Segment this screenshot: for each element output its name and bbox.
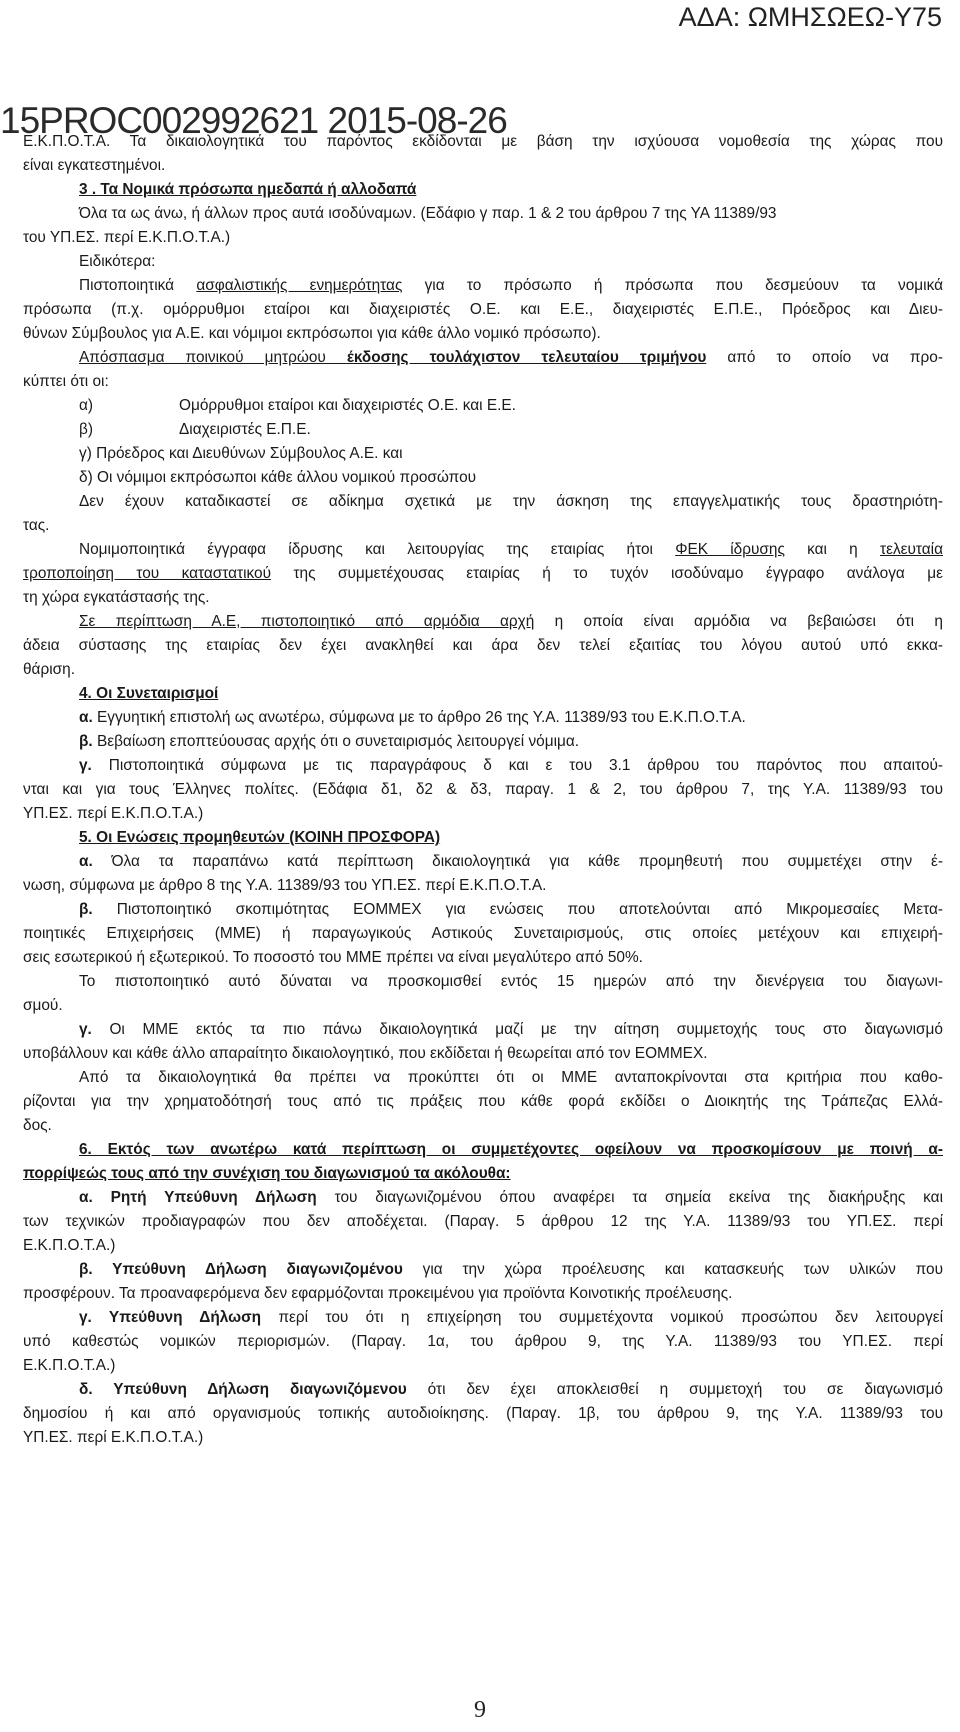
text-line: β. Υπεύθυνη Δήλωση διαγωνιζομένου για την χώρα προέλευσης και κατασκευής των υλικών που: [79, 1261, 943, 1278]
ada-code: ΑΔΑ: ΩΜΗΣΩΕΩ-Υ75: [678, 2, 942, 32]
text-line: δος.: [23, 1117, 52, 1134]
text-line: σεις εσωτερικού ή εξωτερικού. Το ποσοστό του ΜΜΕ πρέπει να είναι μεγαλύτερο από 50%.: [23, 949, 643, 966]
text-line: του ΥΠ.ΕΣ. περί Ε.Κ.Π.Ο.Τ.Α.): [23, 229, 231, 246]
text-line: υπό καθεστώς νομικών περιορισμών. (Παραγ. 1α, του άρθρου 9, της Υ.Α. 11389/93 του ΥΠ.ΕΣ. περί: [23, 1333, 943, 1350]
text-line: σμού.: [23, 997, 63, 1014]
text-line: πρόσωπα (π.χ. ομόρρυθμοι εταίροι και διαχειριστές Ο.Ε. και Ε.Ε., διαχειριστές Ε.Π.Ε., Πρόεδρος και Διευ-: [23, 301, 943, 318]
text-line: θύνων Σύμβουλος για Α.Ε. και νόμιμοι εκπρόσωποι για κάθε άλλο νομικό πρόσωπο).: [23, 325, 601, 342]
text-line: Σε περίπτωση Α.Ε, πιστοποιητικό από αρμόδια αρχή η οποία είναι αρμόδια να βεβαιώσει ότι η: [79, 613, 943, 630]
text-line: Από τα δικαιολογητικά θα πρέπει να προκύπτει ότι οι ΜΜΕ ανταποκρίνονται στα κριτήρια που καθο-: [79, 1069, 943, 1086]
text-line: γ. Οι ΜΜΕ εκτός τα πιο πάνω δικαιολογητικά μαζί με την αίτηση συμμετοχής τους στο διαγωνισμό: [79, 1021, 943, 1038]
text-line: νται και για τους Έλληνες πολίτες. (Εδάφια δ1, δ2 & δ3, παραγ. 1 & 2, του άρθρου 7, της Υ.Α. 11389/93 του: [23, 781, 943, 798]
text-line: τη χώρα εγκατάστασής της.: [23, 589, 210, 606]
text-line: τας.: [23, 517, 50, 534]
text-line: κύπτει ότι οι:: [23, 373, 109, 390]
page-number: 9: [474, 1697, 486, 1723]
text-line: Ε.Κ.Π.Ο.Τ.Α.): [23, 1357, 116, 1374]
text-line: θάριση.: [23, 661, 75, 678]
text-line: των τεχνικών προδιαγραφών που δεν αποδέχεται. (Παραγ. 5 άρθρου 12 της Υ.Α. 11389/93 του ΥΠ.ΕΣ. περί: [23, 1213, 943, 1230]
text-line: Πιστοποιητικά ασφαλιστικής ενημερότητας για το πρόσωπο ή πρόσωπα που δεσμεύουν τα νομικά: [79, 277, 944, 294]
text-line: γ. Πιστοποιητικά σύμφωνα με τις παραγράφους δ και ε του 3.1 άρθρου του παρόντος που απαιτού-: [79, 757, 943, 774]
text-line: νωση, σύμφωνα με άρθρο 8 της Υ.Α. 11389/93 του ΥΠ.ΕΣ. περί Ε.Κ.Π.Ο.Τ.Α.: [23, 877, 547, 894]
text-line: δ. Υπεύθυνη Δήλωση διαγωνιζόμενου ότι δεν έχει αποκλεισθεί η συμμετοχή του σε διαγωνισμό: [79, 1381, 943, 1398]
text-line: Νομιμοποιητικά έγγραφα ίδρυσης και λειτουργίας της εταιρίας ήτοι ΦΕΚ ίδρυσης και η τελευταία: [79, 541, 943, 558]
list-item: β) Διαχειριστές Ε.Π.Ε.: [79, 421, 311, 438]
section-heading-4: 4. Οι Συνεταιρισμοί: [79, 685, 219, 702]
text-line: β. Βεβαίωση εποπτεύουσας αρχής ότι ο συνεταιρισμός λειτουργεί νόμιμα.: [79, 733, 580, 750]
text-line: ποιητικές Επιχειρήσεις (ΜΜΕ) ή παραγωγικούς Αστικούς Συνεταιρισμούς, στις οποίες μετέχουν και επιχειρή-: [23, 925, 943, 942]
text-line: τροποποίηση του καταστατικού της συμμετέχουσας εταιρίας ή το τυχόν ισοδύναμο έγγραφο ανάλογα με: [23, 565, 943, 582]
text-line: Δεν έχουν καταδικαστεί σε αδίκημα σχετικά με την άσκηση της επαγγελματικής τους δραστηριότη-: [79, 493, 943, 510]
section-heading-5: 5. Οι Ενώσεις προμηθευτών (ΚΟΙΝΗ ΠΡΟΣΦΟΡΑ): [79, 829, 441, 846]
list-item: γ) Πρόεδρος και Διευθύνων Σύμβουλος Α.Ε. και: [79, 445, 403, 462]
text-line: είναι εγκατεστημένοι.: [23, 157, 166, 174]
watermark-stamp: 15PROC002992621 2015-08-26: [0, 100, 507, 141]
text-line: Απόσπασμα ποινικού μητρώου έκδοσης τουλάχιστον τελευταίου τριμήνου από το οποίο να προ-: [79, 349, 943, 366]
text-line: Ε.Κ.Π.Ο.Τ.Α. Τα δικαιολογητικά του παρόντος εκδίδονται με βάση την ισχύουσα νομοθεσία της χώρας που: [23, 133, 943, 150]
text-line: γ. Υπεύθυνη Δήλωση περί του ότι η επιχείρηση του συμμετέχοντα νομικού προσώπου δεν λειτουργεί: [79, 1309, 943, 1326]
list-item: δ) Οι νόμιμοι εκπρόσωποι κάθε άλλου νομικού προσώπου: [79, 469, 477, 486]
text-line: Ειδικότερα:: [79, 253, 156, 270]
list-item: α) Ομόρρυθμοι εταίροι και διαχειριστές Ο.Ε. και Ε.Ε.: [79, 397, 516, 414]
text-line: προσφέρουν. Τα προαναφερόμενα δεν εφαρμόζονται προκειμένου για προϊόντα Κοινοτικής προέλευσης.: [23, 1285, 733, 1302]
section-heading-6-cont: πορρίψεώς τους από την συνέχιση του διαγωνισμού τα ακόλουθα:: [23, 1165, 511, 1182]
text-line: β. Πιστοποιητικό σκοπιμότητας ΕΟΜΜΕΧ για ενώσεις που αποτελούνται από Μικρομεσαίες Μετα-: [79, 901, 943, 918]
section-heading-3: 3 . Τα Νομικά πρόσωπα ημεδαπά ή αλλοδαπά: [79, 181, 417, 198]
text-line: ρίζονται για την χρηματοδότησή τους από τις πράξεις που κάθε φορά εκδίδει ο Διοικητής της Τράπεζας Ελλά-: [23, 1093, 943, 1110]
text-line: ΥΠ.ΕΣ. περί Ε.Κ.Π.Ο.Τ.Α.): [23, 805, 204, 822]
text-line: δημοσίου ή και από οργανισμούς τοπικής αυτοδιοίκησης. (Παραγ. 1β, του άρθρου 9, της Υ.Α. 11389/93 του: [23, 1405, 943, 1422]
text-line: α. Όλα τα παραπάνω κατά περίπτωση δικαιολογητικά για κάθε προμηθευτή που συμμετέχει στην έ-: [79, 853, 943, 870]
text-line: α. Ρητή Υπεύθυνη Δήλωση του διαγωνιζομένου όπου αναφέρει τα σημεία εκείνα της διακήρυξης και: [79, 1189, 943, 1206]
text-line: άδεια σύστασης της εταιρίας δεν έχει ανακληθεί και άρα δεν τελεί εξαιτίας του λόγου αυτού υπό εκκα-: [23, 637, 943, 654]
document-body: [23, 130, 943, 1450]
text-line: α. Εγγυητική επιστολή ως ανωτέρω, σύμφωνα με το άρθρο 26 της Υ.Α. 11389/93 του Ε.Κ.Π.Ο.Τ.Α.: [79, 709, 746, 726]
text-line: υποβάλλουν και κάθε άλλο απαραίτητο δικαιολογητικό, που εκδίδεται ή θεωρείται από τον ΕΟΜΜΕΧ.: [23, 1045, 708, 1062]
text-line: Το πιστοποιητικό αυτό δύναται να προσκομισθεί εντός 15 ημερών από την διενέργεια του διαγωνι-: [79, 973, 943, 990]
text-line: Όλα τα ως άνω, ή άλλων προς αυτά ισοδύναμων. (Εδάφιο γ παρ. 1 & 2 του άρθρου 7 της ΥΑ 11389/93: [79, 205, 777, 222]
section-heading-6: 6. Εκτός των ανωτέρω κατά περίπτωση οι συμμετέχοντες οφείλουν να προσκομίσουν με ποινή α-: [79, 1141, 943, 1158]
text-line: ΥΠ.ΕΣ. περί Ε.Κ.Π.Ο.Τ.Α.): [23, 1429, 204, 1446]
text-line: Ε.Κ.Π.Ο.Τ.Α.): [23, 1237, 116, 1254]
